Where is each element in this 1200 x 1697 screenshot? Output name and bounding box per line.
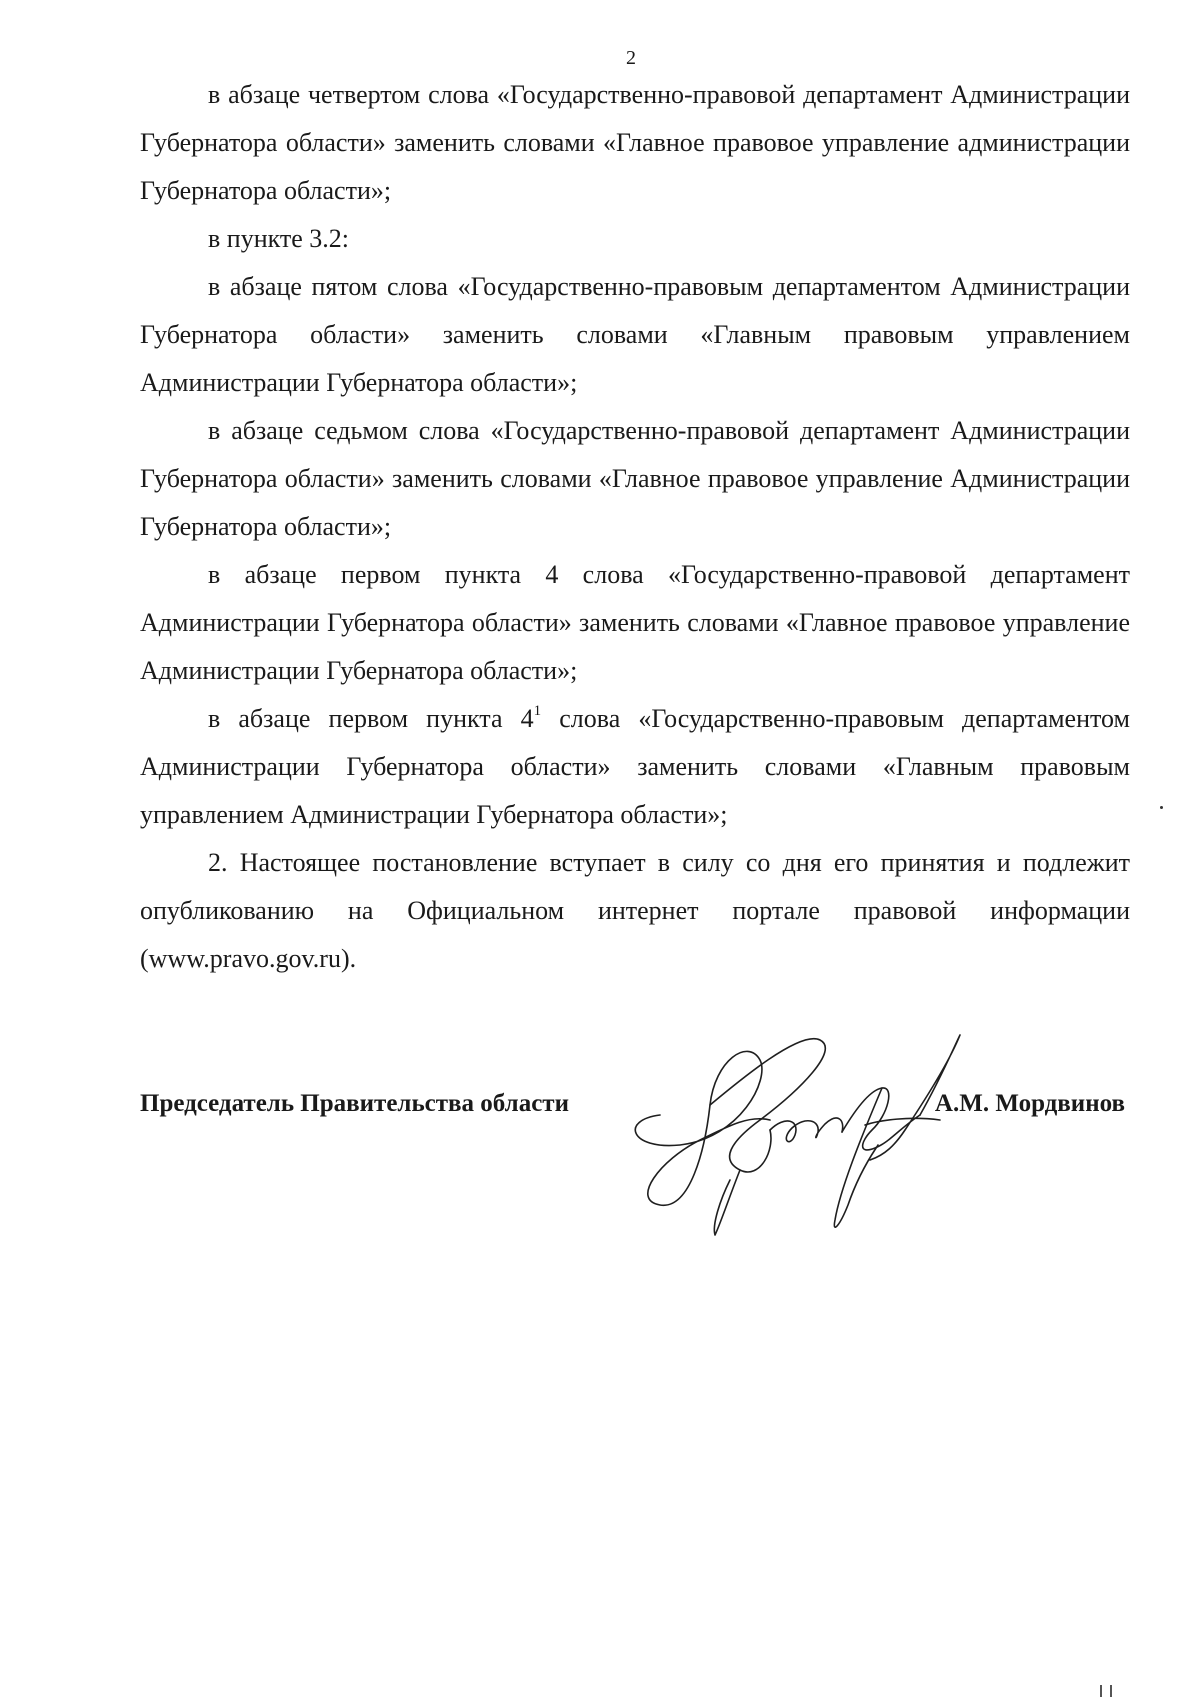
margin-dot bbox=[1160, 806, 1163, 809]
paragraph-item-4-1 bbox=[140, 695, 1130, 839]
paragraph: в абзаце четвертом слова «Государственно-правовой департамент Администрации Губернатора области» заменить словами «Главное правовое управление администрации Губернатора области»; bbox=[140, 80, 1130, 205]
page-number: 2 bbox=[626, 47, 636, 69]
paragraph: в пункте 3.2: bbox=[208, 224, 350, 253]
paragraph: в абзаце пятом слова «Государственно-правовым департаментом Администрации Губернатора области» заменить словами «Главным правовым управлением Администрации Губернатора области»; bbox=[140, 272, 1130, 397]
paragraph-effective-date: 2. Настоящее постановление вступает в силу со дня его принятия и подлежит опубликованию на Официальном интернет портале правовой информации (www.pravo.gov.ru). bbox=[140, 848, 1130, 973]
paragraph: в абзаце первом пункта 4 слова «Государственно-правовой департамент Администрации Губернатора области» заменить словами «Главное правовое управление Администрации Губернатора области»; bbox=[140, 560, 1130, 685]
signer-name: А.М. Мордвинов bbox=[934, 1090, 1125, 1117]
superscript: 1 bbox=[533, 703, 542, 720]
scan-mark bbox=[1100, 1685, 1102, 1697]
paragraph: в абзаце седьмом слова «Государственно-правовой департамент Администрации Губернатора области» заменить словами «Главное правовое управление Администрации Губернатора области»; bbox=[140, 416, 1130, 541]
paragraph-text: слова «Государственно-правовым департаментом Администрации Губернатора области» заменить словами «Главным правовым управлением Администрации Губернатора области»; bbox=[140, 704, 1130, 829]
signer-position: Председатель Правительства области bbox=[140, 1090, 569, 1117]
document-body bbox=[140, 71, 1130, 983]
scan-mark bbox=[1110, 1685, 1112, 1697]
handwritten-signature bbox=[620, 1020, 970, 1240]
paragraph-text: в абзаце первом пункта 4 bbox=[208, 704, 534, 733]
